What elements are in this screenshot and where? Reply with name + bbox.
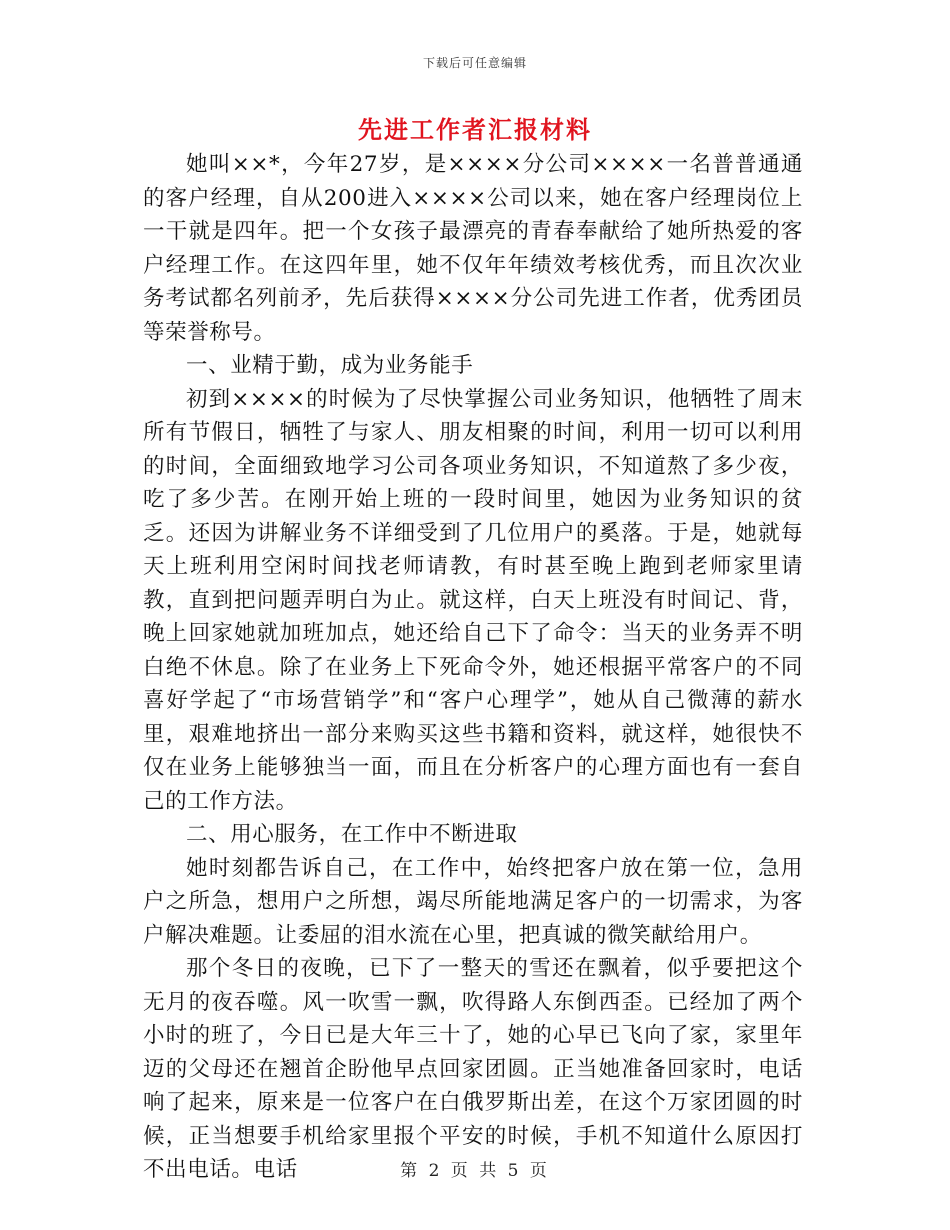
intro-paragraph: 她叫××*，今年27岁，是××××分公司××××一名普普通通的客户经理，自从200进入××××公司以来，她在客户经理岗位上一干就是四年。把一个女孩子最漂亮的青春奉献给了她所热爱的客户经理工作。在这四年里，她不仅年年绩效考核优秀，而且次次业务考试都名列前矛，先后获得××××分公司先进工作者，优秀团员等荣誉称号。 (143, 152, 803, 345)
section-2-paragraph-2: 那个冬日的夜晚，已下了一整天的雪还在飘着，似乎要把这个无月的夜吞噬。风一吹雪一飘，吹得路人东倒西歪。已经加了两个小时的班了，今日已是大年三十了，她的心早已飞向了家，家里年迈的父母还在翘首企盼他早点回家团圆。正当她准备回家时，电话响了起来，原来是一位客户在白俄罗斯出差，在这个万家团圆的时候，正当想要手机给家里报个平安的时候，手机不知道什么原因打不出电话。电话 (143, 956, 803, 1182)
section-heading-2: 二、用心服务，在工作中不断进取 (186, 822, 518, 847)
section-heading-1: 一、业精于勤，成为业务能手 (186, 353, 474, 378)
document-body (143, 148, 803, 1187)
section-1-paragraph: 初到××××的时候为了尽快掌握公司业务知识，他牺牲了周末所有节假日，牺牲了与家人、朋友相聚的时间，利用一切可以利用的时间，全面细致地学习公司各项业务知识，不知道熬了多少夜，吃了多少苦。在刚开始上班的一段时间里，她因为业务知识的贫乏。还因为讲解业务不详细受到了几位用户的奚落。于是，她就每天上班利用空闲时间找老师请教，有时甚至晚上跑到老师家里请教，直到把问题弄明白为止。就这样，白天上班没有时间记、背，晚上回家她就加班加点，她还给自己下了命令：当天的业务弄不明白绝不休息。除了在业务上下死命令外，她还根据平常客户的不同喜好学起了“市场营销学”和“客户心理学”，她从自己微薄的薪水里，艰难地挤出一部分来购买这些书籍和资料，就这样，她很快不仅在业务上能够独当一面，而且在分析客户的心理方面也有一套自己的工作方法。 (143, 386, 803, 814)
section-2-paragraph-1: 她时刻都告诉自己，在工作中，始终把客户放在第一位，急用户之所急，想用户之所想，竭尽所能地满足客户的一切需求，为客户解决难题。让委屈的泪水流在心里，把真诚的微笑献给用户。 (143, 855, 803, 948)
page-number: 第 2 页 共 5 页 (400, 1161, 550, 1181)
document-title: 先进工作者汇报材料 (358, 115, 592, 144)
header-note: 下载后可任意编辑 (422, 56, 527, 70)
